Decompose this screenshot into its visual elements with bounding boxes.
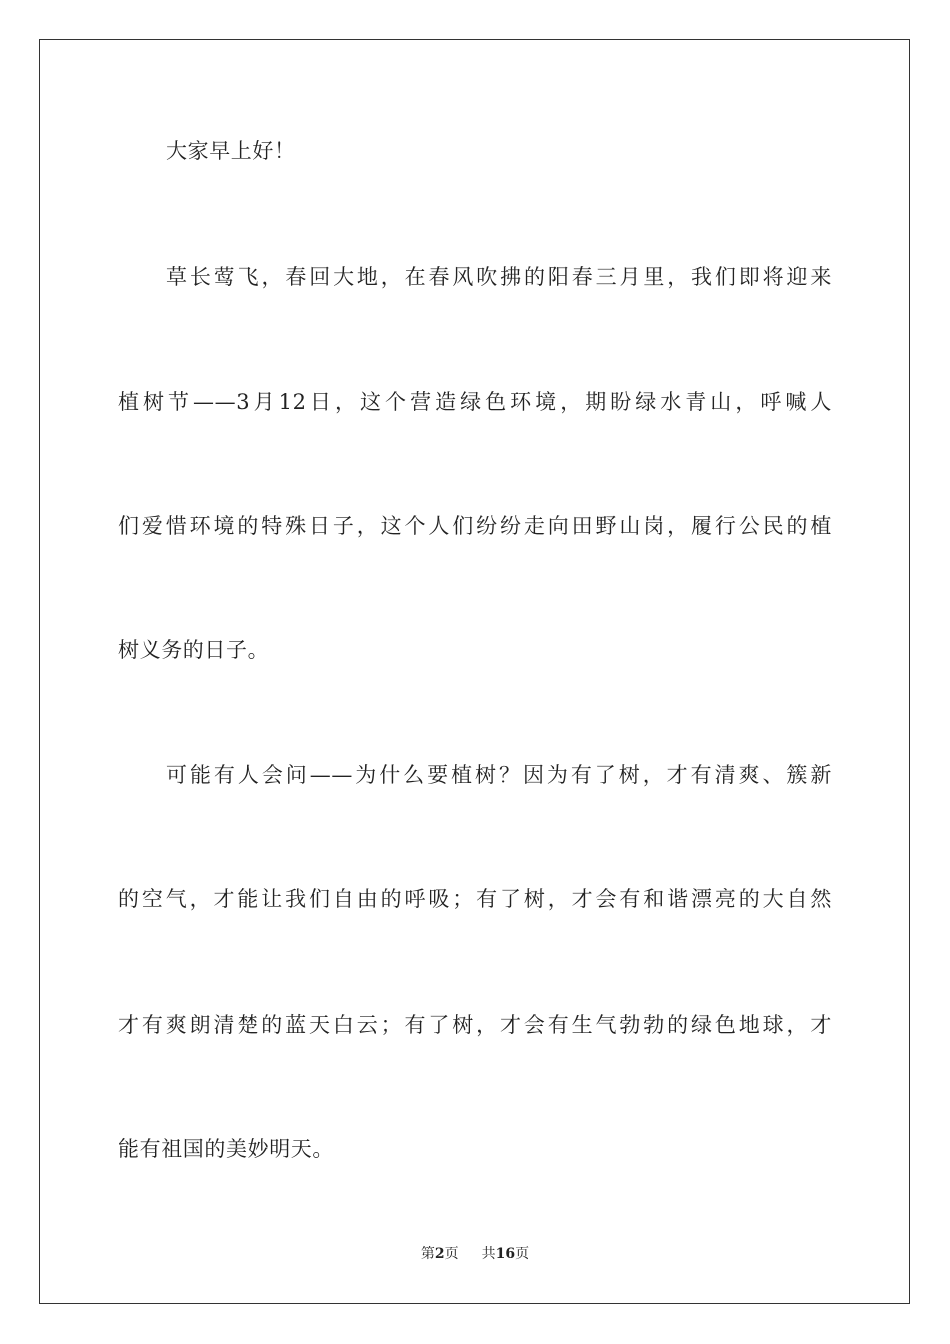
paragraph-1-line-4: 树义务的日子。 [118,638,270,662]
paragraph-1-line-1: 草长莺飞，春回大地，在春风吹拂的阳春三月里，我们即将迎来 [166,265,832,289]
footer-page-current: 2 [434,1246,445,1262]
page-border [39,39,910,1304]
paragraph-2-line-4: 能有祖国的美妙明天。 [118,1137,334,1161]
footer-page-prefix: 第 [420,1246,435,1262]
footer-page-total: 16 [495,1246,516,1262]
text-line: 大家早上好！ [166,139,296,163]
greeting-line [118,136,832,166]
page-footer [0,1245,950,1263]
paragraph-2-line-1: 可能有人会问——为什么要植树？因为有了树，才有清爽、簇新 [166,763,832,787]
paragraph-1-line-3: 们爱惜环境的特殊日子，这个人们纷纷走向田野山岗，履行公民的植 [118,514,832,538]
footer-page-suffix: 页 [444,1246,459,1262]
paragraph-2-line-3: 才有爽朗清楚的蓝天白云；有了树，才会有生气勃勃的绿色地球，才 [118,1013,832,1037]
footer-total-suffix: 页 [515,1246,530,1262]
paragraph-1-line-2: 植树节——3月12日，这个营造绿色环境，期盼绿水青山，呼喊人 [118,390,832,414]
footer-total-prefix: 共 [481,1246,496,1262]
paragraph-2-line-2: 的空气，才能让我们自由的呼吸；有了树，才会有和谐漂亮的大自然 [118,887,832,911]
